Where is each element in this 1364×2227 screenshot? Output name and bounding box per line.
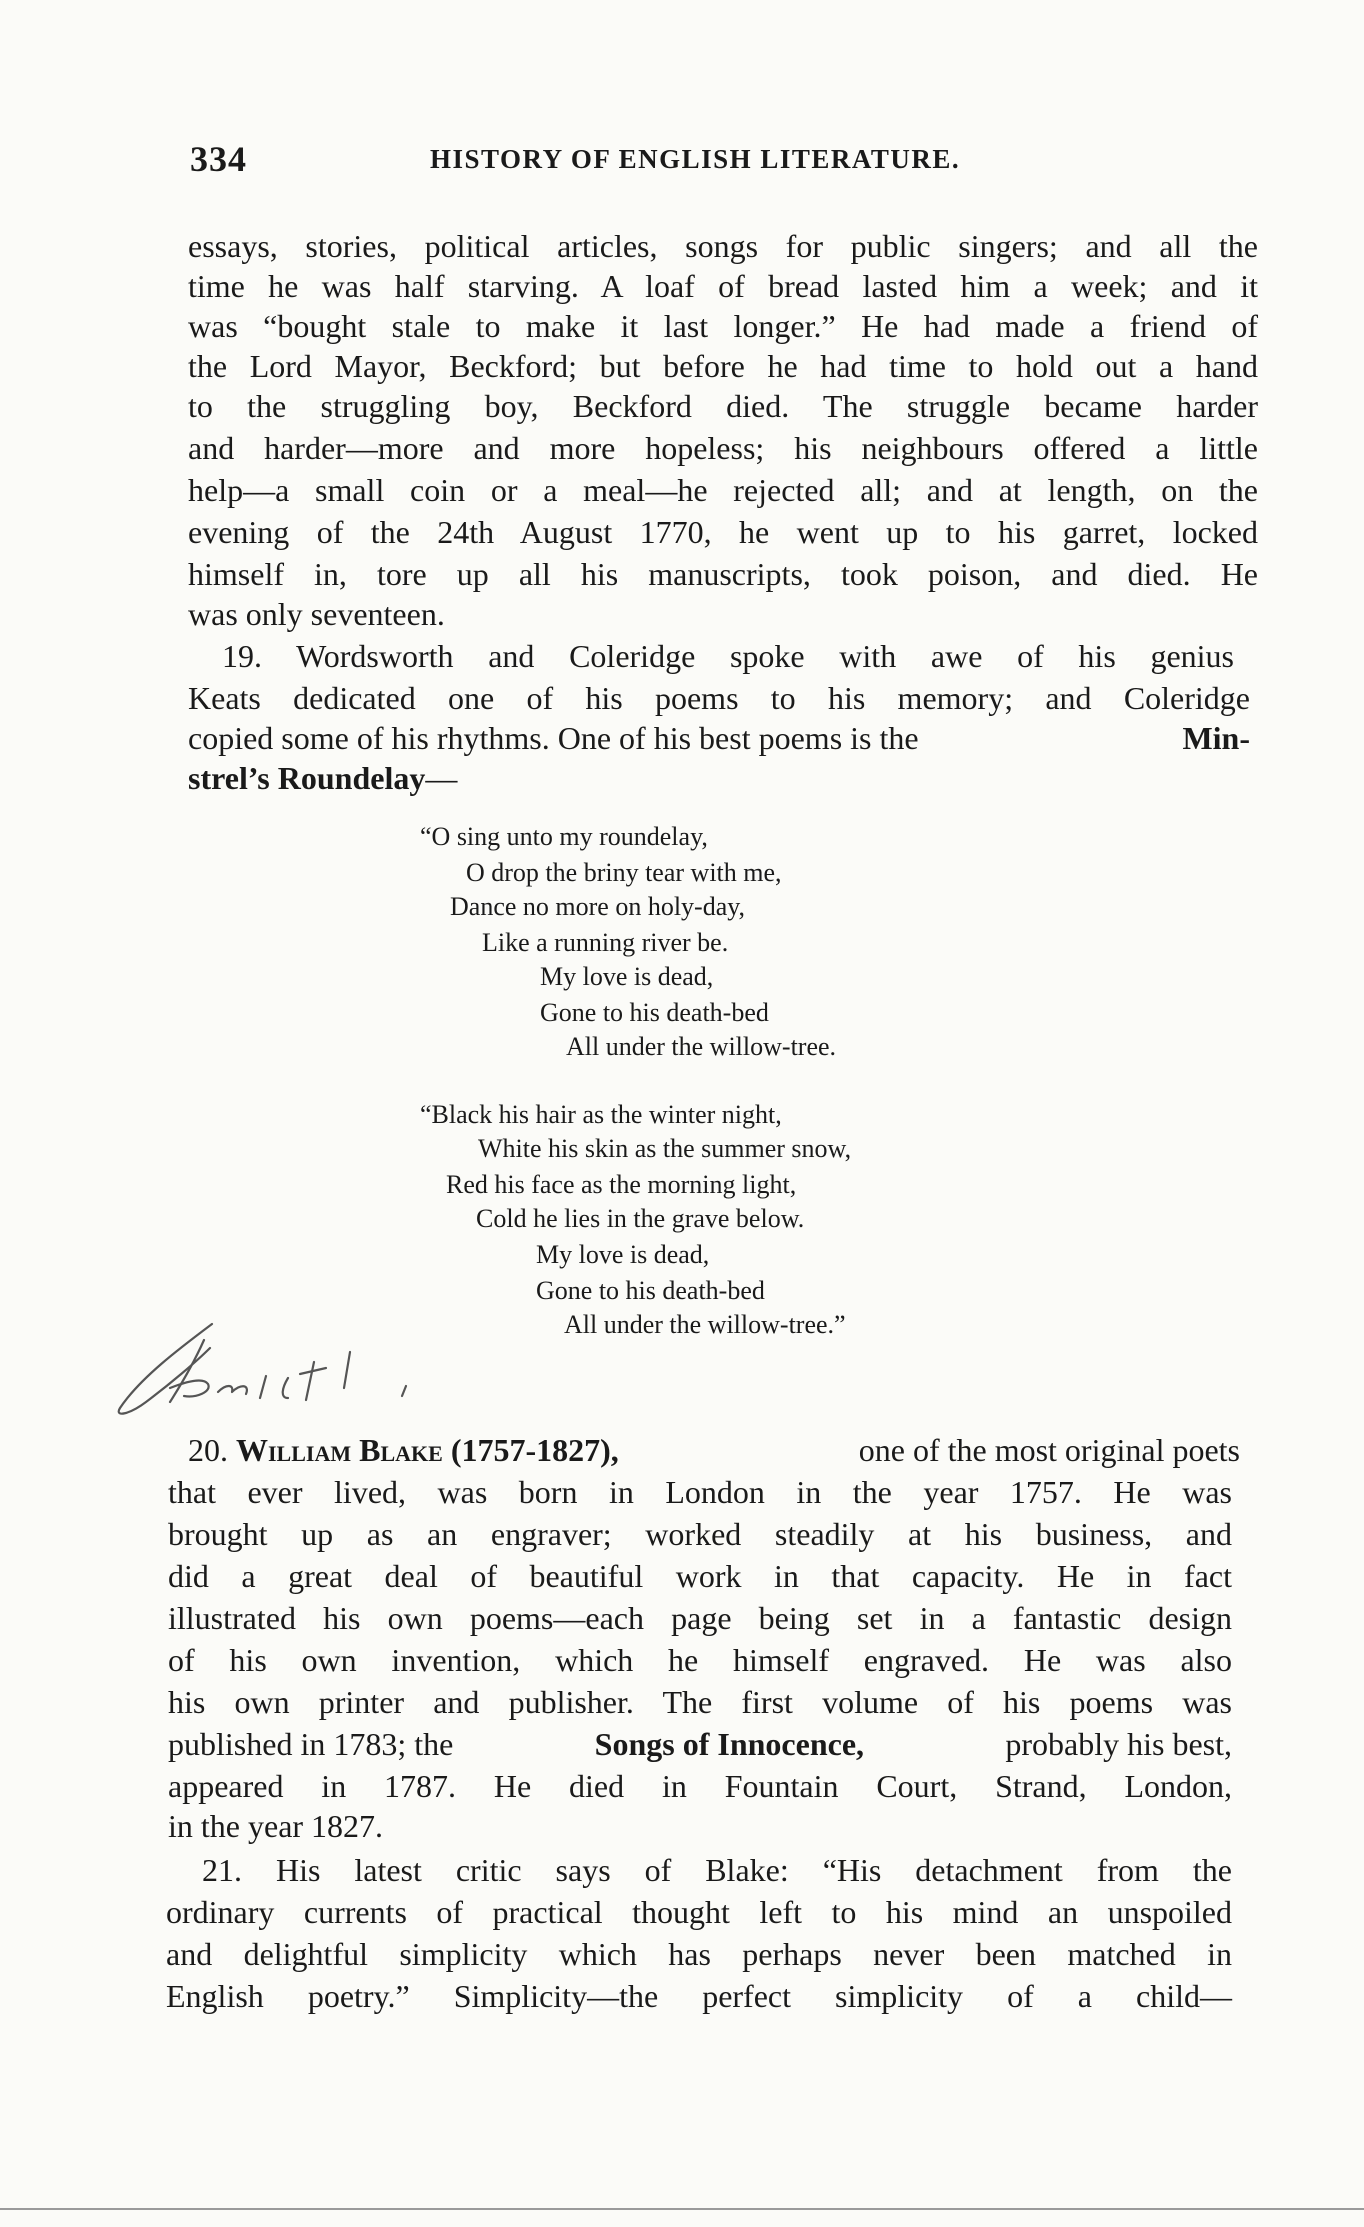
bottom-edge-rule (0, 2208, 1364, 2210)
page-header (190, 138, 1070, 188)
text-line (168, 1724, 1232, 1764)
text-line: English poetry.” Simplicity—the perfect simplicity of a child— (166, 1978, 1232, 2014)
text-line: in the year 1827. (168, 1808, 384, 1844)
verse-line: “Black his hair as the winter night, (420, 1100, 782, 1129)
verse-line: All under the willow-tree. (566, 1032, 837, 1061)
verse-line: All under the willow-tree.” (564, 1310, 846, 1339)
text-line (188, 1430, 1240, 1470)
text-line: time he was half starving. A loaf of bread lasted him a week; and it (188, 268, 1258, 304)
verse-line: Dance no more on holy-day, (450, 892, 746, 921)
text-line: of his own invention, which he himself engraved. He was also (168, 1642, 1232, 1678)
text-line: 19. Wordsworth and Coleridge spoke with awe of his genius (222, 638, 1234, 674)
text-line: essays, stories, political articles, songs for public singers; and all the (188, 228, 1258, 264)
text-line: brought up as an engraver; worked steadily at his business, and (168, 1516, 1232, 1552)
text-line: Keats dedicated one of his poems to his memory; and Coleridge (188, 680, 1250, 716)
text-segment: published in 1783; the (168, 1726, 454, 1762)
verse-line: White his skin as the summer snow, (478, 1134, 852, 1163)
poem-title-part: Min- (1182, 720, 1250, 756)
verse-line: Gone to his death-bed (540, 998, 769, 1027)
handwritten-mark (119, 1324, 406, 1414)
running-title: HISTORY OF ENGLISH LITERATURE. (430, 144, 961, 174)
text-line: 21. His latest critic says of Blake: “His detachment from the (202, 1852, 1232, 1888)
text-line: that ever lived, was born in London in the year 1757. He was (168, 1474, 1232, 1510)
text-segment: copied some of his rhythms. One of his best poems is the (188, 720, 919, 756)
work-title: Songs of Innocence, (594, 1726, 865, 1762)
verse-line: Like a running river be. (482, 928, 729, 957)
text-line (188, 718, 1250, 758)
page-number: 334 (190, 139, 247, 179)
text-line: help—a small coin or a meal—he rejected all; and at length, on the (188, 472, 1258, 508)
text-line: was “bought stale to make it last longer.” He had made a friend of (188, 308, 1258, 344)
text-line: the Lord Mayor, Beckford; but before he had time to hold out a hand (188, 348, 1258, 384)
text-line: evening of the 24th August 1770, he went up to his garret, locked (188, 514, 1258, 550)
verse-line: O drop the briny tear with me, (466, 858, 782, 887)
author-dates: (1757-1827), (450, 1432, 619, 1468)
text-line: did a great deal of beautiful work in that capacity. He in fact (168, 1558, 1232, 1594)
text-line (188, 758, 457, 798)
handwritten-annotation (100, 1318, 430, 1428)
text-line: and delightful simplicity which has perhaps never been matched in (166, 1936, 1232, 1972)
text-segment: probably his best, (1005, 1726, 1232, 1762)
verse-line: My love is dead, (540, 962, 714, 991)
text-line: ordinary currents of practical thought left to his mind an unspoiled (166, 1894, 1232, 1930)
text-line: appeared in 1787. He died in Fountain Court, Strand, London, (168, 1768, 1232, 1804)
text-line: and harder—more and more hopeless; his neighbours offered a little (188, 430, 1258, 466)
verse-line: Cold he lies in the grave below. (476, 1204, 805, 1233)
text-line: his own printer and publisher. The first volume of his poems was (168, 1684, 1232, 1720)
text-segment: one of the most original poets (858, 1432, 1240, 1468)
verse-line: Red his face as the morning light, (446, 1170, 797, 1199)
verse-line: “O sing unto my roundelay, (420, 822, 708, 851)
verse-line: My love is dead, (536, 1240, 710, 1269)
text-line: illustrated his own poems—each page being set in a fantastic design (168, 1600, 1232, 1636)
verse-line: Gone to his death-bed (536, 1276, 765, 1305)
text-line: himself in, tore up all his manuscripts, took poison, and died. He (188, 556, 1258, 592)
author-name: William Blake (236, 1432, 443, 1468)
text-line: to the struggling boy, Beckford died. The struggle became harder (188, 388, 1258, 424)
section-number: 20. (188, 1432, 228, 1468)
dash: — (425, 760, 458, 796)
text-segment (188, 1430, 619, 1470)
poem-title-part: strel’s Roundelay (188, 760, 426, 796)
text-line: was only seventeen. (188, 596, 445, 632)
